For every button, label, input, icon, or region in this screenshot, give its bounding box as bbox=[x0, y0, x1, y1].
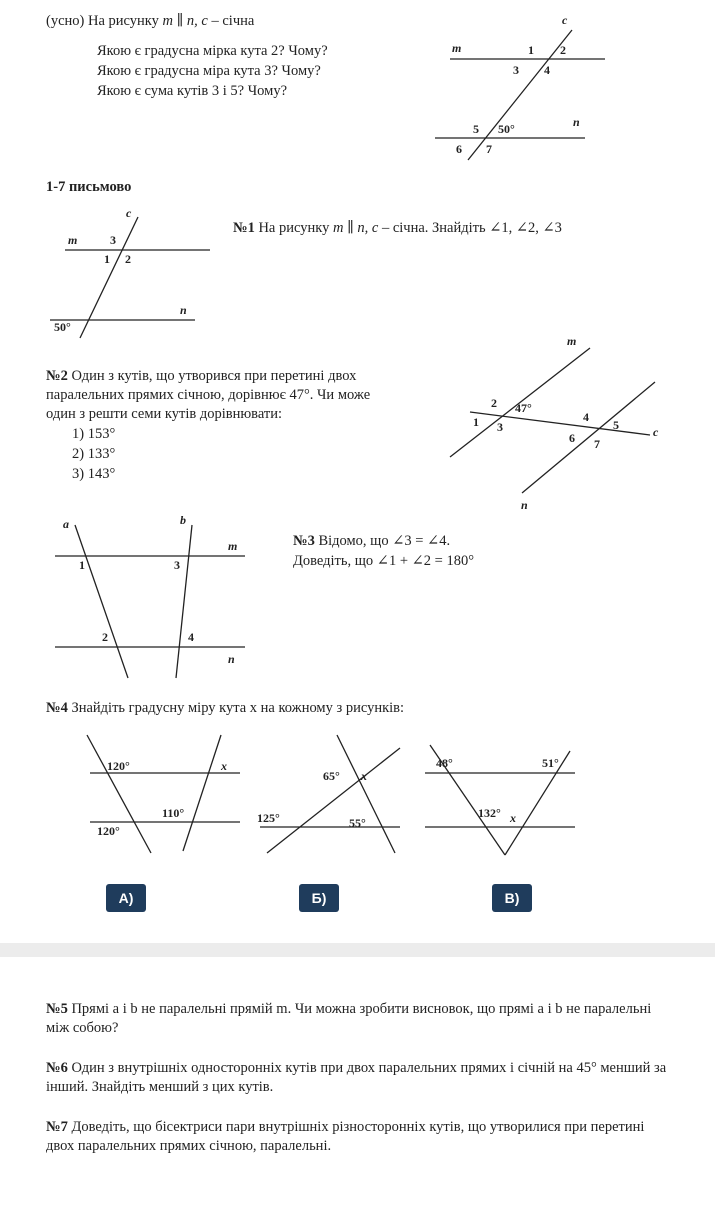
task4b-angle-65: 65° bbox=[323, 769, 340, 783]
intro-label-n: n bbox=[573, 115, 580, 129]
task4c-angle-132: 132° bbox=[478, 806, 501, 820]
task3-label-a: a bbox=[63, 517, 69, 531]
task2-angle-7: 7 bbox=[594, 437, 600, 451]
task4-button-a[interactable]: А) bbox=[106, 884, 146, 912]
task2-angle-4: 4 bbox=[583, 410, 589, 424]
task4a-angle-bottom: 120° bbox=[97, 824, 120, 838]
intro-angle-5: 5 bbox=[473, 122, 479, 136]
task1-text: №1 На рисунку m ∥ n, c – січна. Знайдіть ∠1, ∠2, ∠3 bbox=[233, 220, 562, 236]
task1-label-m: m bbox=[68, 233, 78, 247]
task3-angle-1: 1 bbox=[79, 558, 85, 572]
task2-label-m: m bbox=[567, 334, 577, 348]
intro-question-2: Якою є градусна міра кута 3? Чому? bbox=[97, 63, 321, 79]
task2-line-1: №2 Один з кутів, що утворився при перетині двох bbox=[46, 368, 357, 384]
task2-angle-47: 47° bbox=[515, 401, 532, 415]
task3-line-1: №3 Відомо, що ∠3 = ∠4. bbox=[293, 533, 451, 549]
task4a-angle-mid: 110° bbox=[162, 806, 185, 820]
task4a-angle-top: 120° bbox=[107, 759, 130, 773]
task4b-angle-55: 55° bbox=[349, 816, 366, 830]
task4c-x: x bbox=[510, 811, 516, 825]
task2-figure bbox=[445, 335, 675, 510]
task1-angle-2: 2 bbox=[125, 252, 131, 266]
task4-button-b[interactable]: Б) bbox=[299, 884, 339, 912]
task4b-x: x bbox=[361, 769, 367, 783]
intro-question-3: Якою є сума кутів 3 і 5? Чому? bbox=[97, 83, 288, 99]
task2-option-2: 2) 133° bbox=[72, 446, 116, 462]
task4b-angle-125: 125° bbox=[257, 811, 280, 825]
task2-line-3: один з решти семи кутів дорівнювати: bbox=[46, 406, 283, 422]
task2-angle-2: 2 bbox=[491, 396, 497, 410]
task1-angle-1: 1 bbox=[104, 252, 110, 266]
task2-option-3: 3) 143° bbox=[72, 466, 116, 482]
task4-text: №4 Знайдіть градусну міру кута x на кожному з рисунків: bbox=[46, 700, 405, 716]
intro-angle-2: 2 bbox=[560, 43, 566, 57]
task2-angle-6: 6 bbox=[569, 431, 575, 445]
intro-angle-6: 6 bbox=[456, 142, 462, 156]
intro-label-c: c bbox=[562, 13, 568, 27]
task2-angle-3: 3 bbox=[497, 420, 503, 434]
task7-text: №7 Доведіть, що бісектриси пари внутрішніх різносторонніх кутів, що утворилися при перетині двох паралельних прямих січною, паралельні. bbox=[46, 1119, 645, 1154]
task3-angle-2: 2 bbox=[102, 630, 108, 644]
task2-label-n: n bbox=[521, 498, 528, 512]
task3-label-b: b bbox=[180, 513, 186, 527]
task2-angle-1: 1 bbox=[473, 415, 479, 429]
task6-text: №6 Один з внутрішніх односторонніх кутів при двох паралельних прямих і січній на 45° менший за інший. Знайдіть менший з цих кутів. bbox=[46, 1060, 667, 1095]
task3-label-m: m bbox=[228, 539, 238, 553]
task3-label-n: n bbox=[228, 652, 235, 666]
intro-angle-4: 4 bbox=[544, 63, 550, 77]
intro-title: (усно) На рисунку m ∥ n, c – січна bbox=[46, 13, 255, 29]
task4-button-c[interactable]: В) bbox=[492, 884, 532, 912]
task1-label-n: n bbox=[180, 303, 187, 317]
intro-figure bbox=[430, 10, 630, 160]
task1-label-c: c bbox=[126, 206, 132, 220]
intro-angle-7: 7 bbox=[486, 142, 492, 156]
task5-text: №5 Прямі a і b не паралельні прямій m. Чи можна зробити висновок, що прямі a і b не паралельні між собою? bbox=[46, 1001, 652, 1036]
task4-figure-b bbox=[255, 733, 405, 858]
task3-line-2: Доведіть, що ∠1 + ∠2 = 180° bbox=[293, 553, 474, 569]
task2-label-c: c bbox=[653, 425, 659, 439]
intro-angle-50: 50° bbox=[498, 122, 515, 136]
task2-line-2: паралельних прямих січною, дорівнює 47°. Чи може bbox=[46, 387, 371, 403]
intro-angle-3: 3 bbox=[513, 63, 519, 77]
task3-angle-4: 4 bbox=[188, 630, 194, 644]
task3-angle-3: 3 bbox=[174, 558, 180, 572]
intro-angle-1: 1 bbox=[528, 43, 534, 57]
task1-angle-3: 3 bbox=[110, 233, 116, 247]
task3-figure bbox=[50, 515, 260, 685]
page-divider bbox=[0, 943, 715, 957]
task2-angle-5: 5 bbox=[613, 418, 619, 432]
intro-label-m: m bbox=[452, 41, 462, 55]
task4-figure-a bbox=[85, 733, 245, 858]
section-title: 1-7 письмово bbox=[46, 179, 132, 195]
task4-figure-c bbox=[420, 733, 580, 858]
task4a-x: x bbox=[221, 759, 227, 773]
task4c-angle-51: 51° bbox=[542, 756, 559, 770]
task4c-angle-48: 48° bbox=[436, 756, 453, 770]
task1-figure bbox=[50, 205, 225, 340]
task2-option-1: 1) 153° bbox=[72, 426, 116, 442]
intro-question-1: Якою є градусна мірка кута 2? Чому? bbox=[97, 43, 328, 59]
task1-angle-50: 50° bbox=[54, 320, 71, 334]
